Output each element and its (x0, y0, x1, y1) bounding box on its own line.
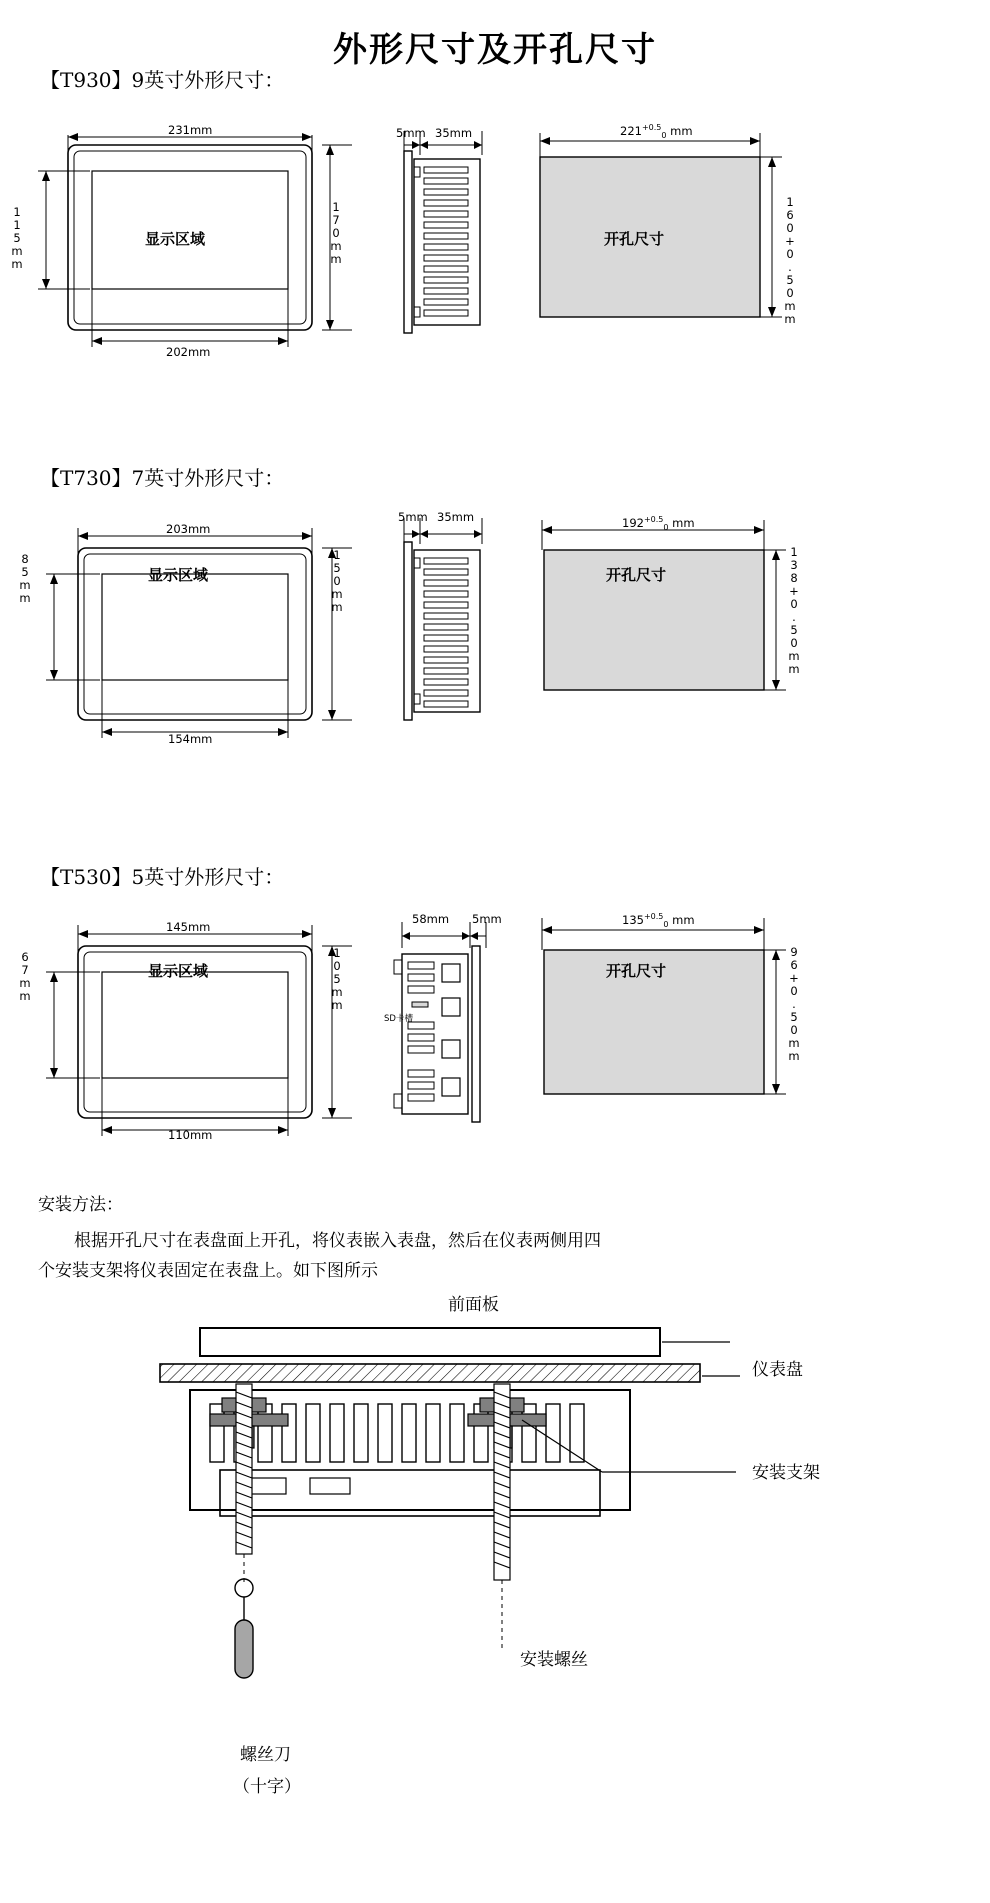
t530-sd-slot-label: SD卡槽 (384, 1014, 413, 1024)
bracket-label: 安装支架 (752, 1463, 820, 1483)
t530-cutout-center-label: 开孔尺寸 (606, 962, 667, 980)
screwdriver-label-line-1: 螺丝刀 (240, 1745, 291, 1765)
t730-cutout-drawing (520, 508, 820, 758)
t730-side-depth-label-2: 35mm (437, 510, 475, 524)
screwdriver-label-line-2: （十字） (233, 1777, 301, 1797)
t930-side-drawing (390, 115, 510, 365)
section-heading-t730: 【T730】7英寸外形尺寸： (40, 466, 285, 490)
screw-label: 安装螺丝 (520, 1650, 588, 1670)
install-heading: 安装方法： (38, 1195, 123, 1215)
t530-outer-width-label: 145mm (166, 920, 211, 934)
t530-inner-height-label: 67mm (18, 950, 32, 1002)
t930-side-depth-label-1: 5mm (396, 126, 426, 140)
t930-cutout-drawing (520, 115, 820, 365)
t530-inner-width-label: 110mm (168, 1128, 213, 1142)
t730-inner-width-label: 154mm (168, 732, 213, 746)
t530-side-drawing (378, 910, 518, 1160)
page-title: 外形尺寸及开孔尺寸 (333, 30, 657, 70)
t730-side-drawing (390, 508, 510, 758)
t930-cutout-center-label: 开孔尺寸 (604, 230, 665, 248)
install-paragraph-line-1: 根据开孔尺寸在表盘面上开孔，将仪表嵌入表盘，然后在仪表两侧用四 (74, 1231, 601, 1251)
t530-outer-height-label: 105mm (330, 946, 344, 1011)
t530-side-depth-label-2: 5mm (472, 912, 502, 926)
t930-inner-height-label: 115mm (10, 205, 24, 270)
t730-inner-height-label: 85mm (18, 552, 32, 604)
t730-outer-height-label: 150mm (330, 548, 344, 613)
t930-cutout-width-label: $221^{+0.5}_0$ mm (620, 123, 693, 141)
t730-cutout-center-label: 开孔尺寸 (606, 566, 667, 584)
t930-display-area-label: 显示区域 (145, 230, 206, 248)
t730-cutout-height-label: 138+0.50mm (787, 545, 801, 675)
t530-side-depth-label-1: 58mm (412, 912, 450, 926)
t530-cutout-width-label: $135^{+0.5}_0$ mm (622, 912, 695, 930)
section-heading-t530: 【T530】5英寸外形尺寸： (40, 865, 285, 889)
front-panel-label: 前面板 (448, 1295, 499, 1315)
t530-display-area-label: 显示区域 (148, 962, 209, 980)
t930-outer-width-label: 231mm (168, 123, 213, 137)
t730-display-area-label: 显示区域 (148, 566, 209, 584)
t730-side-depth-label-1: 5mm (398, 510, 428, 524)
t930-cutout-height-label: 160+0.50mm (783, 195, 797, 325)
t730-outer-width-label: 203mm (166, 522, 211, 536)
t530-cutout-height-label: 96+0.50mm (787, 945, 801, 1062)
section-heading-t930: 【T930】9英寸外形尺寸： (40, 68, 285, 92)
t930-side-depth-label-2: 35mm (435, 126, 473, 140)
t930-inner-width-label: 202mm (166, 345, 211, 359)
install-paragraph-line-2: 个安装支架将仪表固定在表盘上。如下图所示 (38, 1261, 378, 1281)
t530-cutout-drawing (520, 910, 820, 1160)
t930-outer-height-label: 170mm (329, 200, 343, 265)
t730-front-drawing (40, 508, 390, 758)
t730-cutout-width-label: $192^{+0.5}_0$ mm (622, 515, 695, 533)
panel-label: 仪表盘 (752, 1360, 803, 1380)
